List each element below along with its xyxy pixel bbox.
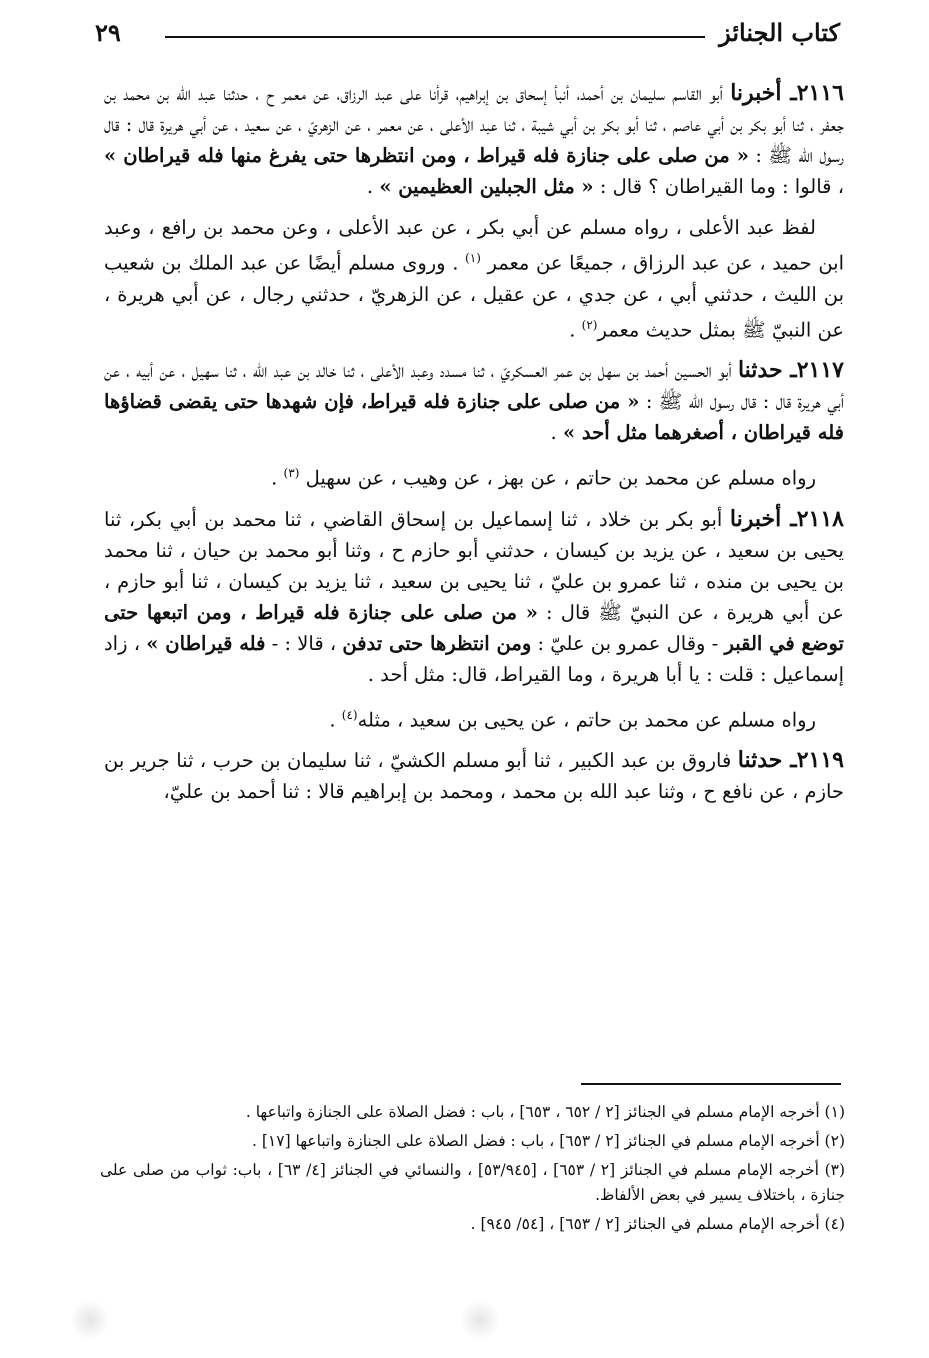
footnote-4: (٤) أخرجه الإمام مسلم في الجنائز [٢ / ٦٥٣] ، [٥٤/ ٩٤٥] .	[470, 1215, 845, 1233]
page-number: ٢٩	[95, 18, 121, 47]
footnote-rule	[581, 1083, 841, 1085]
footnote-ref: (٢)	[581, 317, 598, 332]
hadith-intro: ـ أخبرنا	[729, 505, 797, 532]
commentary-text: .	[569, 318, 582, 341]
footnote-1: (١) أخرجه الإمام مسلم في الجنائز [٢ / ٦٥٢ ، ٦٥٣] ، باب : فضل الصلاة على الجنازة واتباعها .	[245, 1103, 845, 1121]
hadith-number: ٢١١٦	[796, 80, 844, 106]
hadith-2118	[104, 504, 844, 690]
hadith-text: .	[366, 175, 380, 198]
header-rule	[165, 36, 705, 38]
commentary-text: .	[329, 708, 342, 731]
hadith-number: ٢١١٨	[796, 505, 844, 532]
commentary-text: . وروى مسلم أيضًا عن عبد الملك بن شعيب بن الليث ، حدثني أبي ، عن جدي ، عن عقيل ، عن الزهريّ ، حدثني رجال ، عن أبي هريرة ، عن النبيّ ﷺ بمثل حديث معمر	[104, 251, 844, 341]
hadith-quote: « من صلى على جنازة فله قيراط ، ومن انتظرها حتى يفرغ منها فله قيراطان »	[104, 144, 749, 167]
hadith-quote: « مثل الجبلين العظيمين »	[379, 175, 594, 198]
hadith-number: ٢١١٩	[796, 747, 844, 773]
commentary-text: رواه مسلم عن محمد بن حاتم ، عن بهز ، عن وهيب ، عن سهيل	[299, 466, 816, 490]
hadith-intro: ـ حدثنا	[737, 357, 797, 383]
hadith-2116	[104, 78, 844, 202]
commentary-2117	[104, 458, 844, 494]
hadith-text: ، قالا : -	[265, 631, 343, 655]
chapter-title: كتاب الجنائز	[719, 18, 840, 47]
hadith-text: ، زاد إسماعيل : قلت : يا أبا هريرة ، وما القيراط، قال: مثل أحد .	[104, 631, 844, 686]
hadith-quote: « من صلى على جنازة فله قيراط، فإن شهدها حتى يقضى قضاؤها فله قيراطان ، أصغرهما مثل أحد »	[104, 390, 844, 444]
hadith-number: ٢١١٧	[796, 357, 844, 383]
scan-smudge	[70, 1300, 110, 1340]
footnote-ref: (٣)	[283, 466, 300, 480]
footnote-3: (٣) أخرجه الإمام مسلم في الجنائز [٢ / ٦٥٣] ، [٥٣/٩٤٥] ، والنسائي في الجنائز [٤/ ٦٣] ، باب: ثواب من صلى على جنازة ، باختلاف يسير في بعض الألفاظ.	[100, 1161, 846, 1204]
footnote-ref: (١)	[465, 251, 481, 265]
hadith-text: أبو الحسين أحمد بن سهل بن عمر العسكريّ ، ثنا مسدد وعبد الأعلى ، ثنا خالد بن عبد الله ، ثنا سهيل ، عن أبيه ، عن أبي هريرة قال : قال رسول الله ﷺ :	[104, 359, 844, 413]
hadith-2117	[104, 355, 844, 448]
footnote-ref: (٤)	[341, 707, 358, 722]
hadith-text: .	[550, 421, 563, 444]
commentary-text: لفظ عبد الأعلى ، رواه مسلم عن أبي بكر ، عن عبد الأعلى ، وعن محمد بن رافع ، وعبد ابن حميد ، عن عبد الرزاق ، جميعًا عن معمر	[104, 216, 845, 275]
main-text	[104, 78, 844, 817]
hadith-text: ، قالوا : وما القيراطان ؟ قال :	[593, 175, 844, 198]
hadith-quote: « من صلى على جنازة فله قيراط ، ومن اتبعها حتى توضع في القبر	[104, 600, 844, 655]
hadith-quote: فله قيراطان »	[146, 631, 266, 655]
commentary-text: رواه مسلم عن محمد بن حاتم ، عن يحيى بن سعيد ، مثله	[357, 708, 816, 731]
footnote-2: (٢) أخرجه الإمام مسلم في الجنائز [٢ / ٦٥٣] ، باب : فضل الصلاة على الجنازة واتباعها [١٧] .	[252, 1132, 845, 1150]
commentary-text: .	[271, 466, 284, 490]
hadith-text: أبو القاسم سليمان بن أحمد، أنبأ إسحاق بن إبراهيم، قرأنا على عبد الرزاق، عن معمر ح ، حدثنا عبد الله بن محمد بن جعفر ، ثنا أبو بكر بن أبي عاصم ، ثنا أبو بكر بن أبي شيبة ، ثنا عبد الأعلى ، عن معمر ، عن الزهريّ ، عن سعيد ، عن أبي هريرة قال : قال رسول الله ﷺ :	[104, 82, 844, 167]
hadith-text: - وقال عمرو بن عليّ :	[531, 631, 725, 655]
hadith-text: فاروق بن عبد الكبير ، ثنا أبو مسلم الكشيّ ، ثنا سليمان بن حرب ، ثنا جرير بن حازم ، عن نافع ح ، وثنا عبد الله بن محمد ، ومحمد بن إبراهيم قالا : ثنا أحمد بن عليّ،	[104, 749, 844, 803]
hadith-intro: ـ أخبرنا	[730, 80, 797, 106]
scan-smudge	[460, 1300, 500, 1340]
hadith-text: أبو بكر بن خلاد ، ثنا إسماعيل بن إسحاق القاضي ، ثنا محمد بن أبي بكر، ثنا يحيى بن سعيد ، عن يزيد بن كيسان ، حدثني أبو حازم ح ، وثنا أبو محمد بن حيان ، ثنا محمد بن يحيى بن منده ، ثنا عمرو بن عليّ ، ثنا يحيى بن سعيد ، ثنا يزيد بن كيسان ، ثنا أبو حازم ، عن أبي هريرة ، عن النبيّ ﷺ قال :	[104, 507, 844, 624]
commentary-2118	[104, 700, 844, 736]
hadith-2119	[104, 745, 844, 807]
hadith-intro: ـ حدثنا	[737, 747, 797, 773]
footnotes	[100, 1100, 845, 1241]
commentary-2116	[104, 212, 844, 345]
page-header	[95, 14, 840, 54]
hadith-quote: ومن انتظرها حتى تدفن	[342, 631, 532, 655]
